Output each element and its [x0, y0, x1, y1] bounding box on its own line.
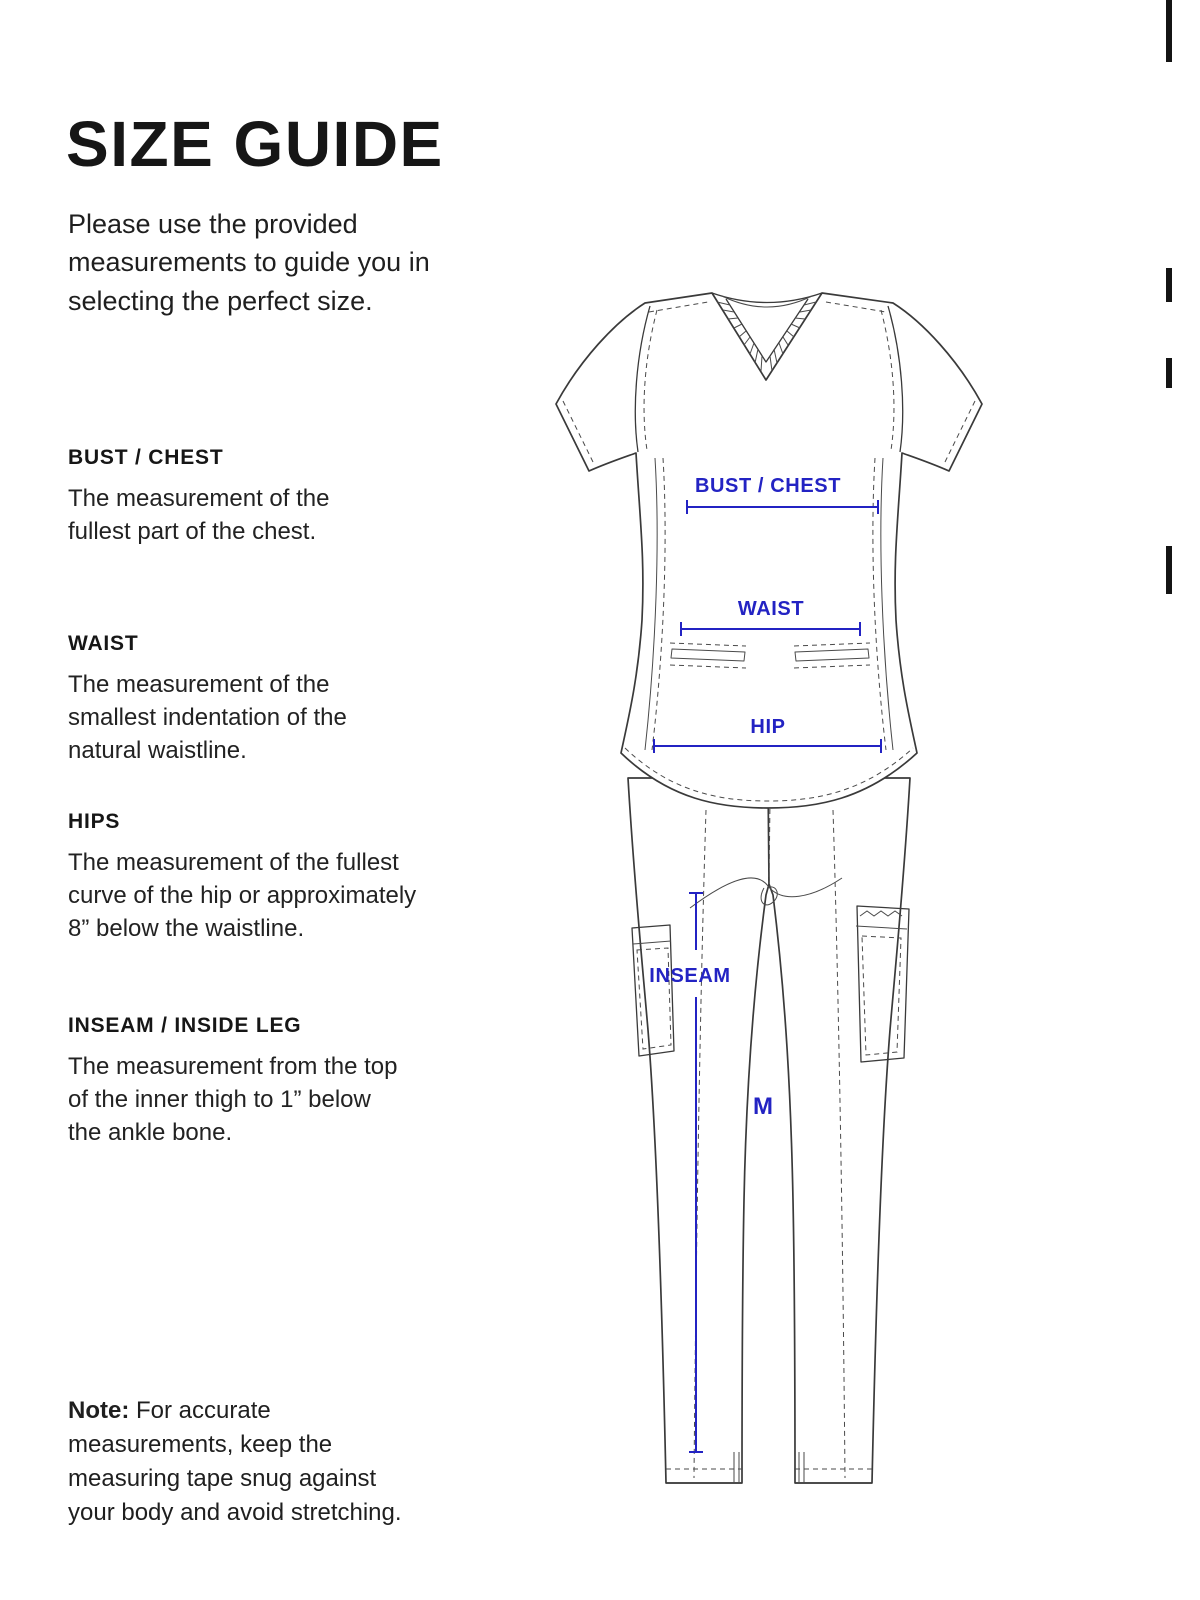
section-heading: WAIST [68, 632, 139, 655]
section-heading: BUST / CHEST [68, 446, 224, 469]
window-edge-artifact [1166, 546, 1172, 594]
section-hips [68, 810, 444, 945]
bust-label: BUST / CHEST [694, 475, 842, 497]
note-body: For accurate measurements, keep the measuring tape snug against your body and avoid stretching. [68, 1397, 402, 1527]
section-body: The measurement from the top of the inner thigh to 1” below the ankle bone. [68, 1053, 398, 1147]
window-edge-artifact [1166, 268, 1172, 302]
size-letter-label: M [753, 1093, 773, 1120]
waist-label: WAIST [737, 598, 805, 620]
section-body: The measurement of the smallest indentation of the natural waistline. [68, 671, 347, 765]
section-heading: INSEAM / INSIDE LEG [68, 1014, 302, 1037]
section-waist [68, 632, 380, 767]
window-edge-artifact [1166, 358, 1172, 388]
inseam-label: INSEAM [649, 965, 731, 987]
section-bust-chest [68, 446, 360, 548]
note-text [68, 1394, 416, 1530]
window-edge-artifact [1166, 0, 1172, 62]
page-title: SIZE GUIDE [66, 107, 444, 180]
section-inseam [68, 1014, 400, 1149]
section-heading: HIPS [68, 810, 121, 833]
note-label: Note: [68, 1397, 130, 1424]
section-body: The measurement of the fullest curve of the hip or approximately 8” below the waistline. [68, 849, 417, 943]
section-body: The measurement of the fullest part of the chest. [68, 485, 330, 546]
size-diagram [520, 268, 1000, 1548]
intro-text: Please use the provided measurements to guide you in selecting the perfect size. [68, 209, 430, 316]
scrub-pants-illustration [628, 778, 910, 1483]
size-diagram-svg [520, 268, 1000, 1548]
hip-label: HIP [750, 716, 786, 738]
